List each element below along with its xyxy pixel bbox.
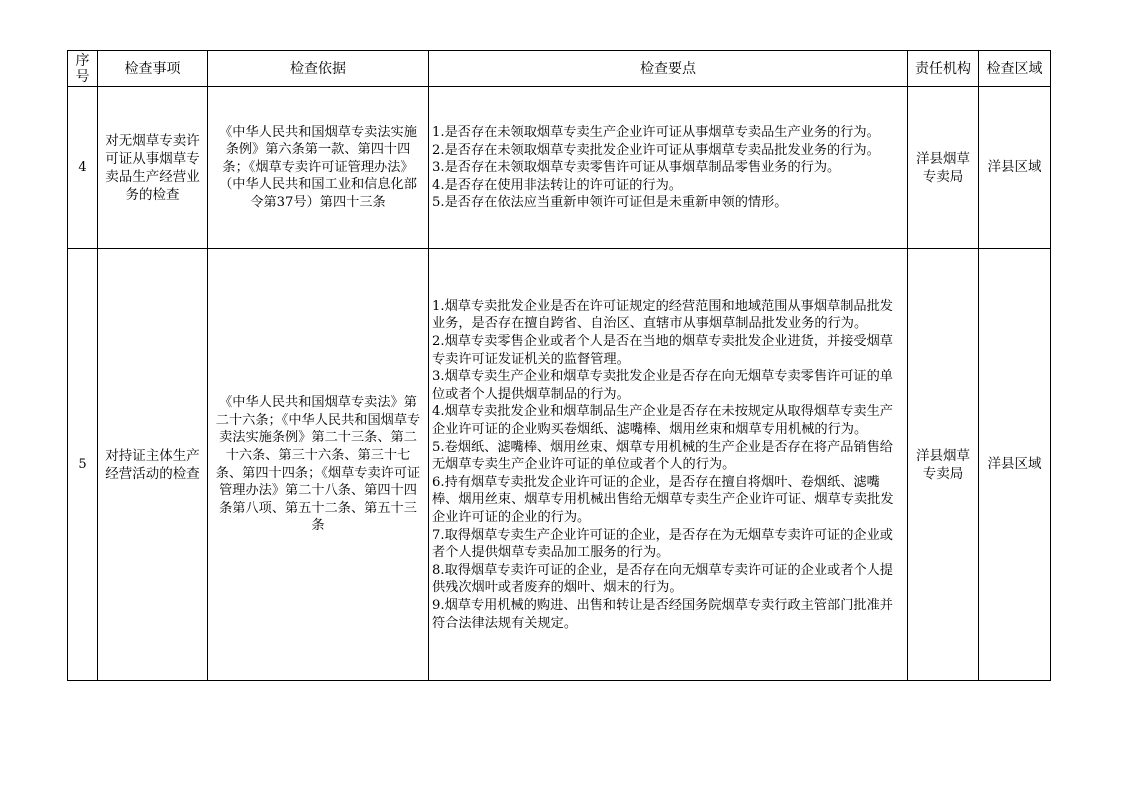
row-basis: 《中华人民共和国烟草专卖法》第二十六条；《中华人民共和国烟草专卖法实施条例》第二十三条、第二十六条、第三十六条、第三十七条、第四十四条；《烟草专卖许可证管理办法》第二十八条、第四十四条第八项、第五十二条、第五十三条 <box>208 249 429 681</box>
point-item: 6.持有烟草专卖批发企业许可证的企业，是否存在擅自将烟叶、卷烟纸、滤嘴棒、烟用丝束、烟草专用机械出售给无烟草专卖生产企业许可证、烟草专卖批发企业许可证的企业的行为。 <box>432 474 894 525</box>
row-points <box>429 249 908 681</box>
header-item: 检查事项 <box>98 51 208 87</box>
point-item: 3.是否存在未领取烟草专卖零售许可证从事烟草制品零售业务的行为。 <box>432 160 841 176</box>
header-row <box>68 51 1051 87</box>
row-agency: 洋县烟草专卖局 <box>908 87 979 249</box>
row-seq: 4 <box>68 87 98 249</box>
row-item: 对持证主体生产经营活动的检查 <box>98 249 208 681</box>
row-item: 对无烟草专卖许可证从事烟草专卖品生产经营业务的检查 <box>98 87 208 249</box>
point-item: 3.烟草专卖生产企业和烟草专卖批发企业是否存在向无烟草专卖零售许可证的单位或者个人提供烟草制品的行为。 <box>432 369 893 402</box>
header-basis: 检查依据 <box>208 51 429 87</box>
row-points <box>429 87 908 249</box>
point-item: 7.取得烟草专卖生产企业许可证的企业，是否存在为无烟草专卖许可证的企业或者个人提供烟草专卖品加工服务的行为。 <box>432 527 893 561</box>
row-seq: 5 <box>68 249 98 681</box>
point-item: 5.卷烟纸、滤嘴棒、烟用丝束、烟草专用机械的生产企业是否存在将产品销售给无烟草专卖生产企业许可证的单位或者个人的行为。 <box>432 439 893 473</box>
header-agency: 责任机构 <box>908 51 979 87</box>
row-area: 洋县区域 <box>979 249 1051 681</box>
point-item: 1.是否存在未领取烟草专卖生产企业许可证从事烟草专卖品生产业务的行为。 <box>432 125 880 141</box>
point-item: 4.是否存在使用非法转让的许可证的行为。 <box>432 177 682 193</box>
point-item: 9.烟草专用机械的购进、出售和转让是否经国务院烟草专卖行政主管部门批准并符合法律法规有关规定。 <box>432 597 893 631</box>
table-row <box>68 249 1051 681</box>
row-area: 洋县区域 <box>979 87 1051 249</box>
point-item: 1.烟草专卖批发企业是否在许可证规定的经营范围和地域范围从事烟草制品批发业务，是否存在擅自跨省、自治区、直辖市从事烟草制品批发业务的行为。 <box>432 298 893 332</box>
point-item: 2.烟草专卖零售企业或者个人是否在当地的烟草专卖批发企业进货，并接受烟草专卖许可证发证机关的监督管理。 <box>432 334 893 367</box>
point-item: 4.烟草专卖批发企业和烟草制品生产企业是否存在未按规定从取得烟草专卖生产企业许可证的企业购买卷烟纸、滤嘴棒、烟用丝束和烟草专用机械的行为。 <box>432 404 893 438</box>
point-item: 2.是否存在未领取烟草专卖批发企业许可证从事烟草专卖品批发业务的行为。 <box>432 142 880 158</box>
table-row <box>68 87 1051 249</box>
row-basis: 《中华人民共和国烟草专卖法实施条例》第六条第一款、第四十四条；《烟草专卖许可证管理办法》（中华人民共和国工业和信息化部令第37号）第四十三条 <box>208 87 429 249</box>
header-points: 检查要点 <box>429 51 908 87</box>
header-area: 检查区域 <box>979 51 1051 87</box>
header-seq: 序号 <box>68 51 98 87</box>
row-agency: 洋县烟草专卖局 <box>908 249 979 681</box>
inspection-table <box>67 50 1051 681</box>
point-item: 8.取得烟草专卖许可证的企业，是否存在向无烟草专卖许可证的企业或者个人提供残次烟叶或者废弃的烟叶、烟末的行为。 <box>432 562 893 596</box>
point-item: 5.是否存在依法应当重新申领许可证但是未重新申领的情形。 <box>432 195 788 211</box>
